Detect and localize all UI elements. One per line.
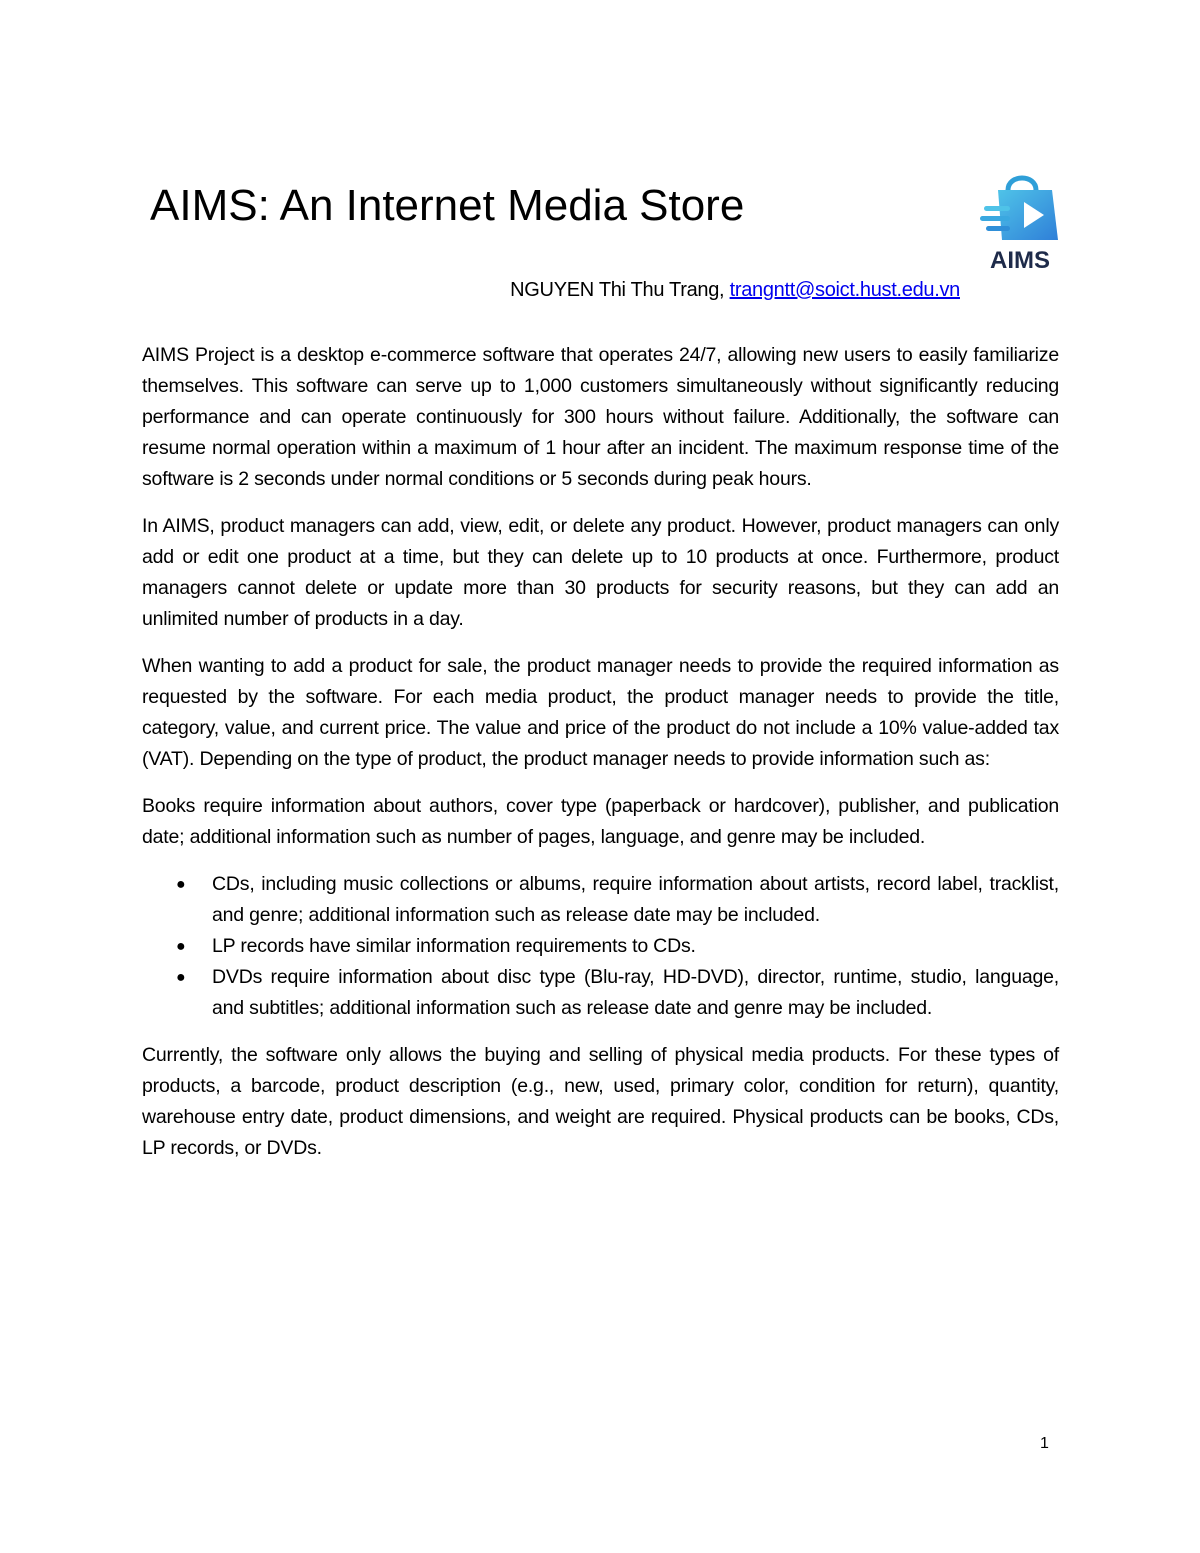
shopping-bag-icon [978, 168, 1062, 272]
logo-text: AIMS [990, 247, 1050, 272]
paragraph-overview: AIMS Project is a desktop e-commerce software that operates 24/7, allowing new users to easily familiarize themselves. This software can serve up to 1,000 customers simultaneously without significantly reducing performance and can operate continuously for 300 hours without failure. Additionally, the software can resume normal operation within a maximum of 1 hour after an incident. The maximum response time of the software is 2 seconds under normal conditions or 5 seconds during peak hours. [142, 344, 1059, 490]
list-item [176, 931, 1059, 962]
aims-logo [978, 168, 1062, 272]
paragraph-physical-products: Currently, the software only allows the buying and selling of physical media products. For these types of products, a barcode, product description (e.g., new, used, primary color, condition for return), quantity, warehouse entry date, product dimensions, and weight are required. Physical products can be books, CDs, LP records, or DVDs. [142, 1044, 1059, 1159]
paragraph-add-product: When wanting to add a product for sale, the product manager needs to provide the required information as requested by the software. For each media product, the product manager needs to provide the title, category, value, and current price. The value and price of the product do not include a 10% value-added tax (VAT). Depending on the type of product, the product manager needs to provide information such as: [142, 655, 1059, 770]
bullet-icon: ● [176, 876, 186, 893]
paragraph-books: Books require information about authors, cover type (paperback or hardcover), publisher, and publication date; additional information such as number of pages, language, and genre may be included. [142, 795, 1059, 848]
author-email-link[interactable]: trangntt@soict.hust.edu.vn [729, 279, 960, 301]
list-item-text: CDs, including music collections or albums, require information about artists, record label, tracklist, and genre; additional information such as release date may be included. [212, 873, 1059, 926]
list-item-text: LP records have similar information requirements to CDs. [212, 935, 696, 957]
page-number: 1 [1040, 1435, 1049, 1452]
document-body [142, 340, 1059, 1180]
author-line [0, 276, 960, 304]
paragraph-product-managers: In AIMS, product managers can add, view, edit, or delete any product. However, product managers can only add or edit one product at a time, but they can delete up to 10 products at once. Furthermore, product managers cannot delete or update more than 30 products for security reasons, but they can add an unlimited number of products in a day. [142, 515, 1059, 630]
document-title: AIMS: An Internet Media Store [150, 181, 745, 230]
author-name: NGUYEN Thi Thu Trang, [510, 279, 730, 301]
product-type-list [142, 869, 1059, 1024]
list-item [176, 869, 1059, 931]
list-item-text: DVDs require information about disc type (Blu-ray, HD-DVD), director, runtime, studio, language, and subtitles; additional information such as release date and genre may be included. [212, 966, 1059, 1019]
bullet-icon: ● [176, 938, 186, 955]
list-item [176, 962, 1059, 1024]
bullet-icon: ● [176, 969, 186, 986]
